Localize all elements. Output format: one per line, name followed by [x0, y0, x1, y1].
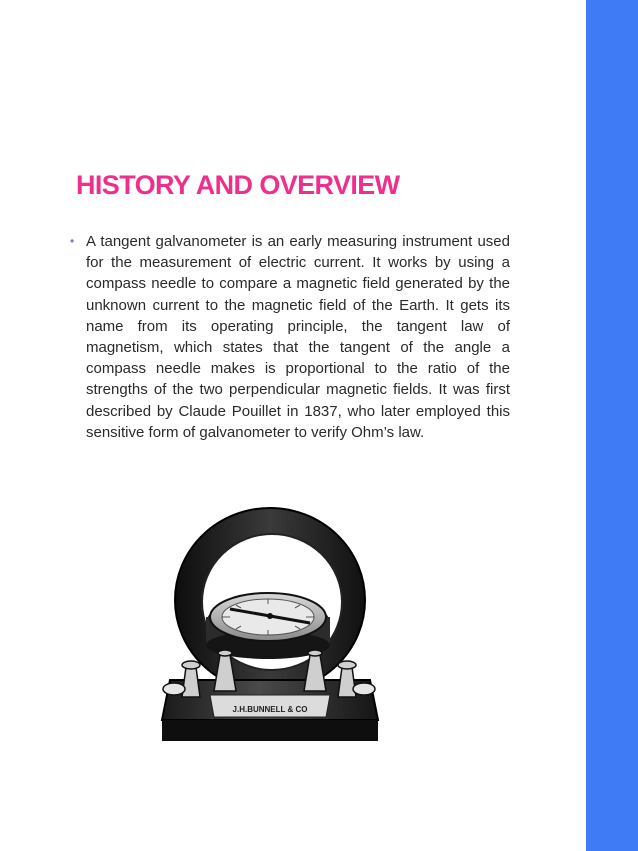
galvanometer-image — [150, 505, 390, 750]
bullet-text: A tangent galvanometer is an early measuring instrument used for the measurement of electric current. It works by using a compass needle to compare a magnetic field generated by the unknown current to the magnetic field of the Earth. It gets its name from its operating principle, the tangent law of magnetism, which states that the tangent of the angle a compass needle makes is proportional to the ratio of the strengths of the two perpendicular magnetic fields. It was first described by Claude Pouillet in 1837, who later employed this sensitive form of galvanometer to verify Ohm’s law. — [86, 233, 510, 441]
bullet-icon: • — [70, 234, 75, 248]
side-accent-band — [586, 0, 638, 851]
compass-dial — [206, 593, 330, 659]
slide-title: HISTORY AND OVERVIEW — [76, 170, 400, 200]
bullet-list — [70, 231, 510, 443]
base-label: J.H.BUNNELL & CO — [232, 705, 308, 714]
bullet-item — [70, 231, 510, 443]
